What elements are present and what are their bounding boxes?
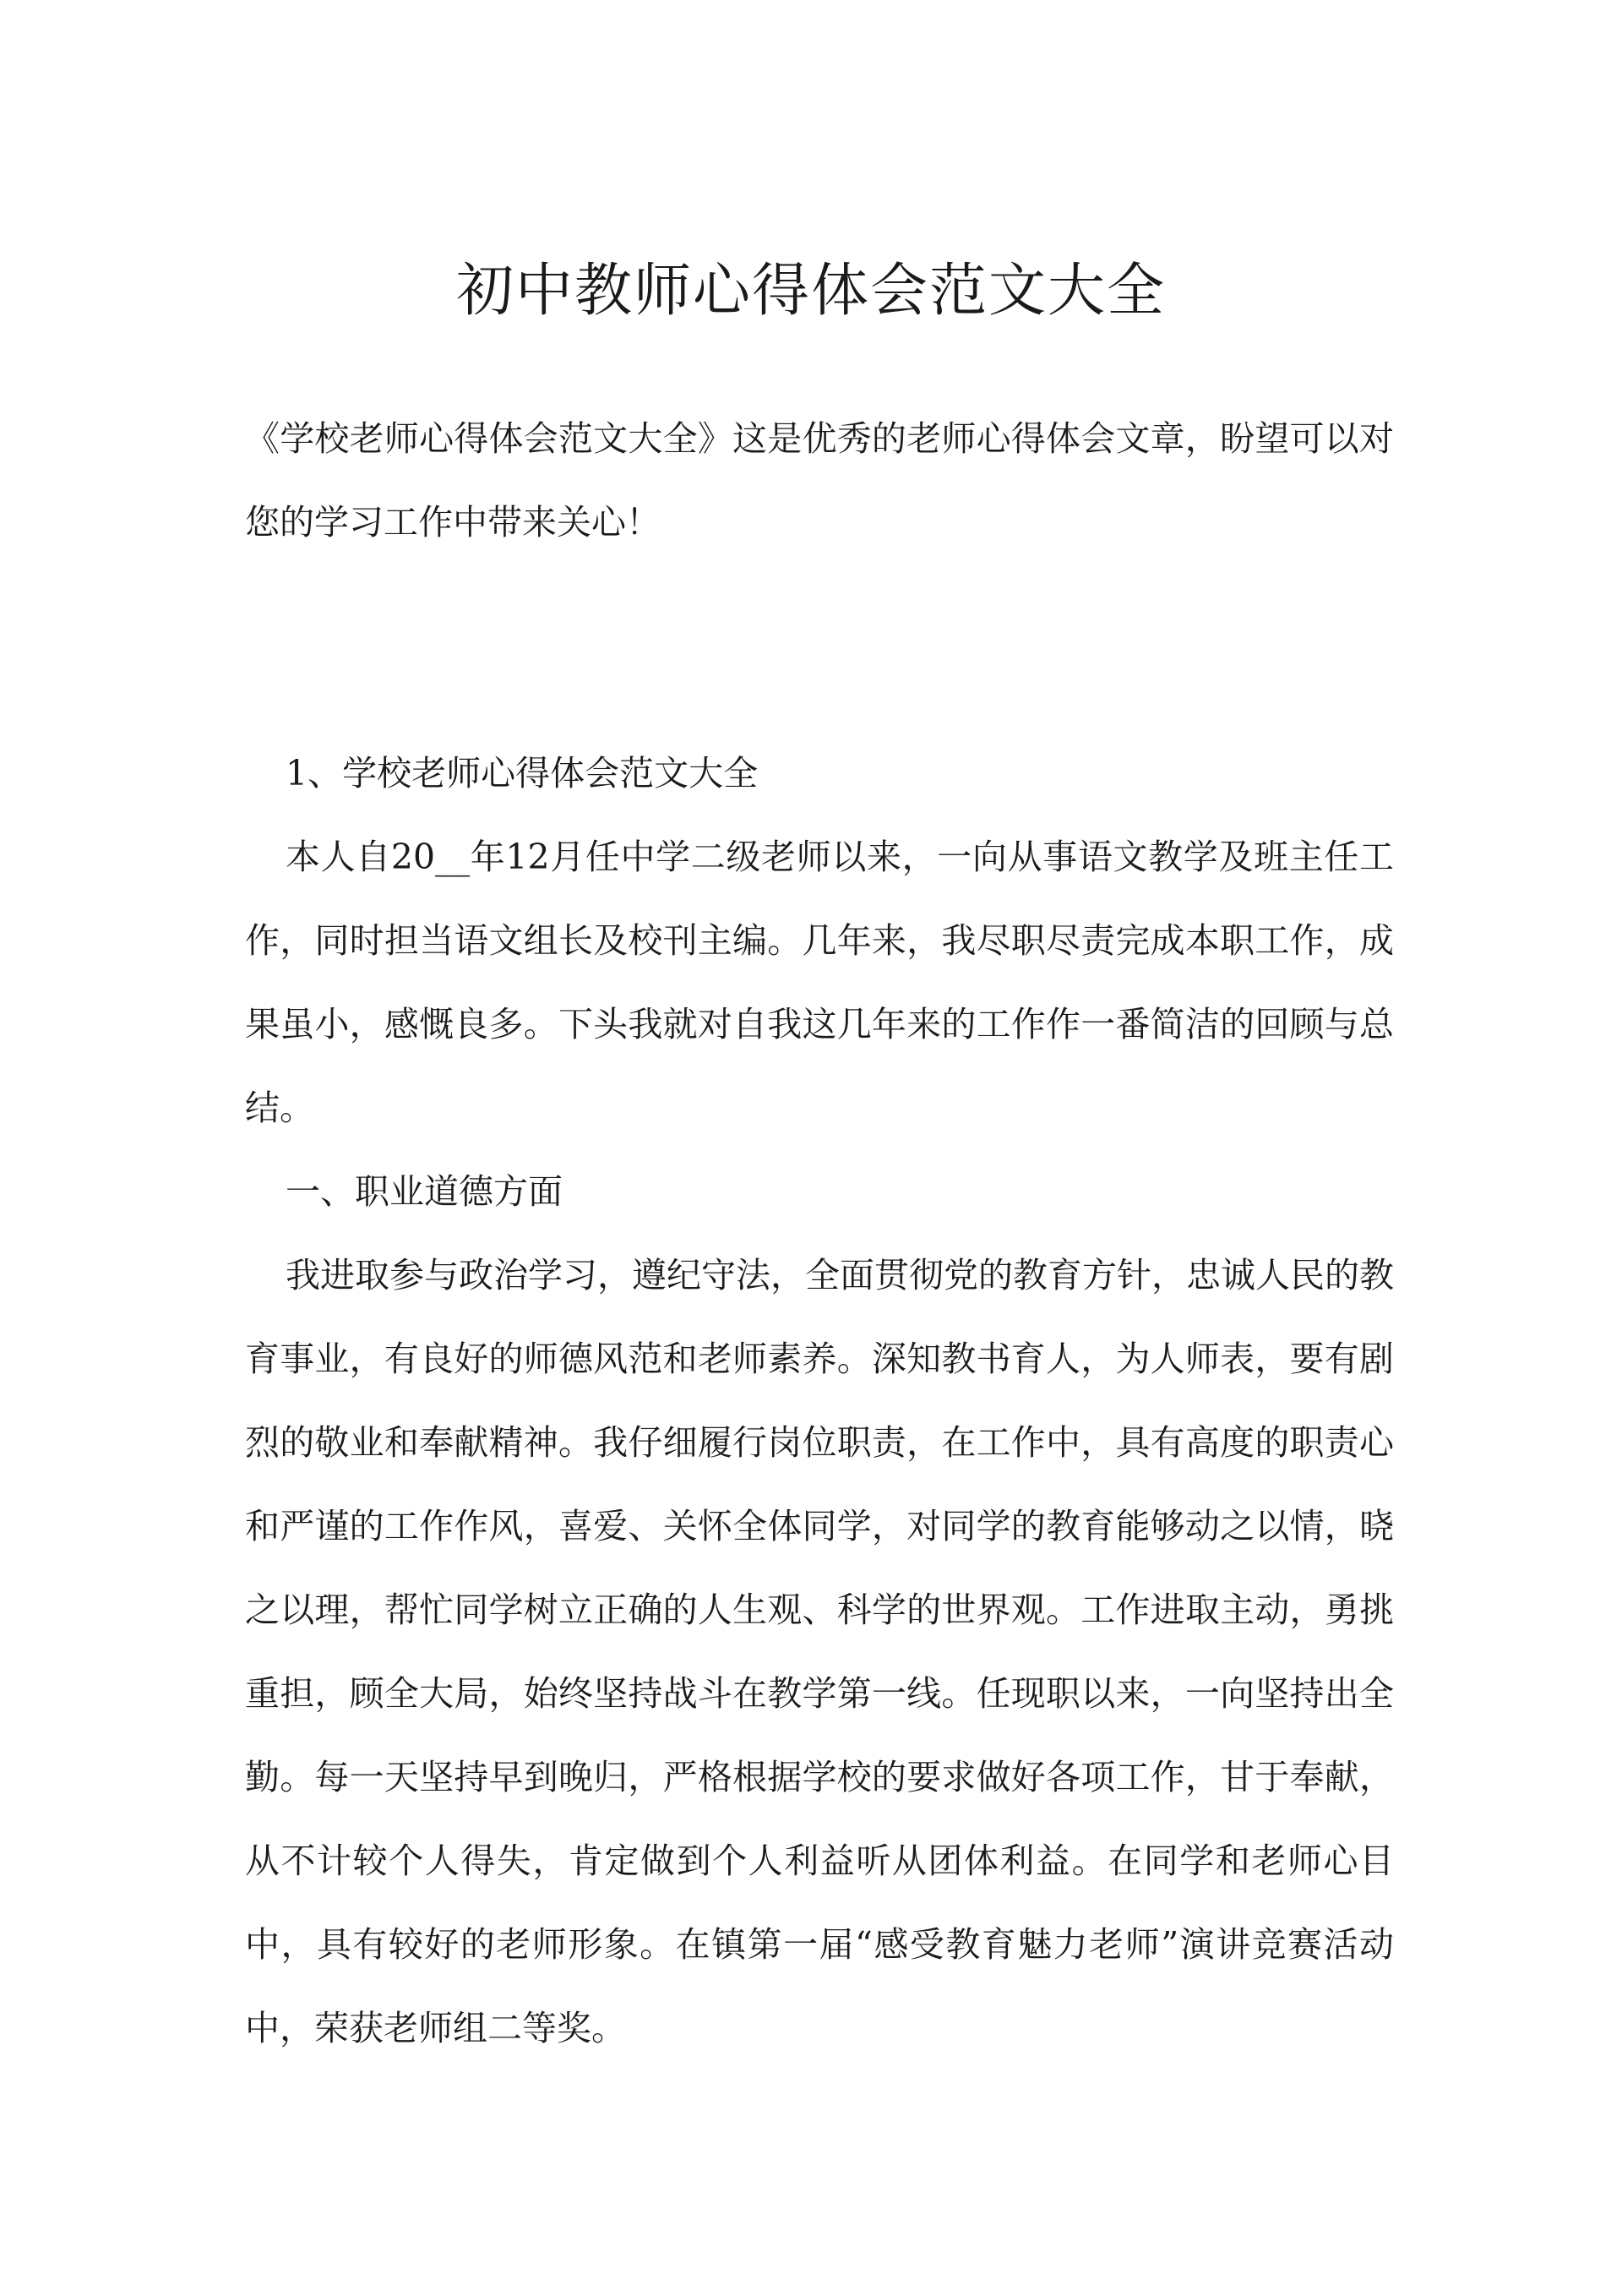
document-body xyxy=(245,397,1394,2070)
document-title: 初中教师心得体会范文大全 xyxy=(455,258,1166,324)
intro-paragraph: 《学校老师心得体会范文大全》这是优秀的老师心得体会文章，盼望可以对您的学习工作中带来关心！ xyxy=(245,418,1394,543)
section-heading: 1、学校老师心得体会范文大全 xyxy=(286,753,759,794)
section-spacer xyxy=(245,648,1394,732)
body-paragraph: 本人自20__年12月任中学二级老师以来，一向从事语文教学及班主任工作，同时担当语文组长及校刊主编。几年来，我尽职尽责完成本职工作，成果虽小，感慨良多。下头我就对自我这几年来的工作作一番简洁的回顾与总结。 xyxy=(245,837,1394,1128)
subsection-heading: 一、职业道德方面 xyxy=(286,1171,563,1212)
body-paragraph: 我进取参与政治学习，遵纪守法，全面贯彻党的教育方针，忠诚人民的教育事业，有良好的师德风范和老师素养。深知教书育人，为人师表，要有剧烈的敬业和奉献精神。我仔细履行岗位职责，在工作中，具有高度的职责心和严谨的工作作风，喜爱、关怀全体同学，对同学的教育能够动之以情，晓之以理，帮忙同学树立正确的人生观、科学的世界观。工作进取主动，勇挑重担，顾全大局，始终坚持战斗在教学第一线。任现职以来，一向坚持出全勤。每一天坚持早到晚归，严格根据学校的要求做好各项工作，甘于奉献，从不计较个人得失，肯定做到个人利益听从团体利益。在同学和老师心目中，具有较好的老师形象。在镇第一届“感受教育魅力老师”演讲竞赛活动中，荣获老师组二等奖。 xyxy=(245,1255,1394,2048)
